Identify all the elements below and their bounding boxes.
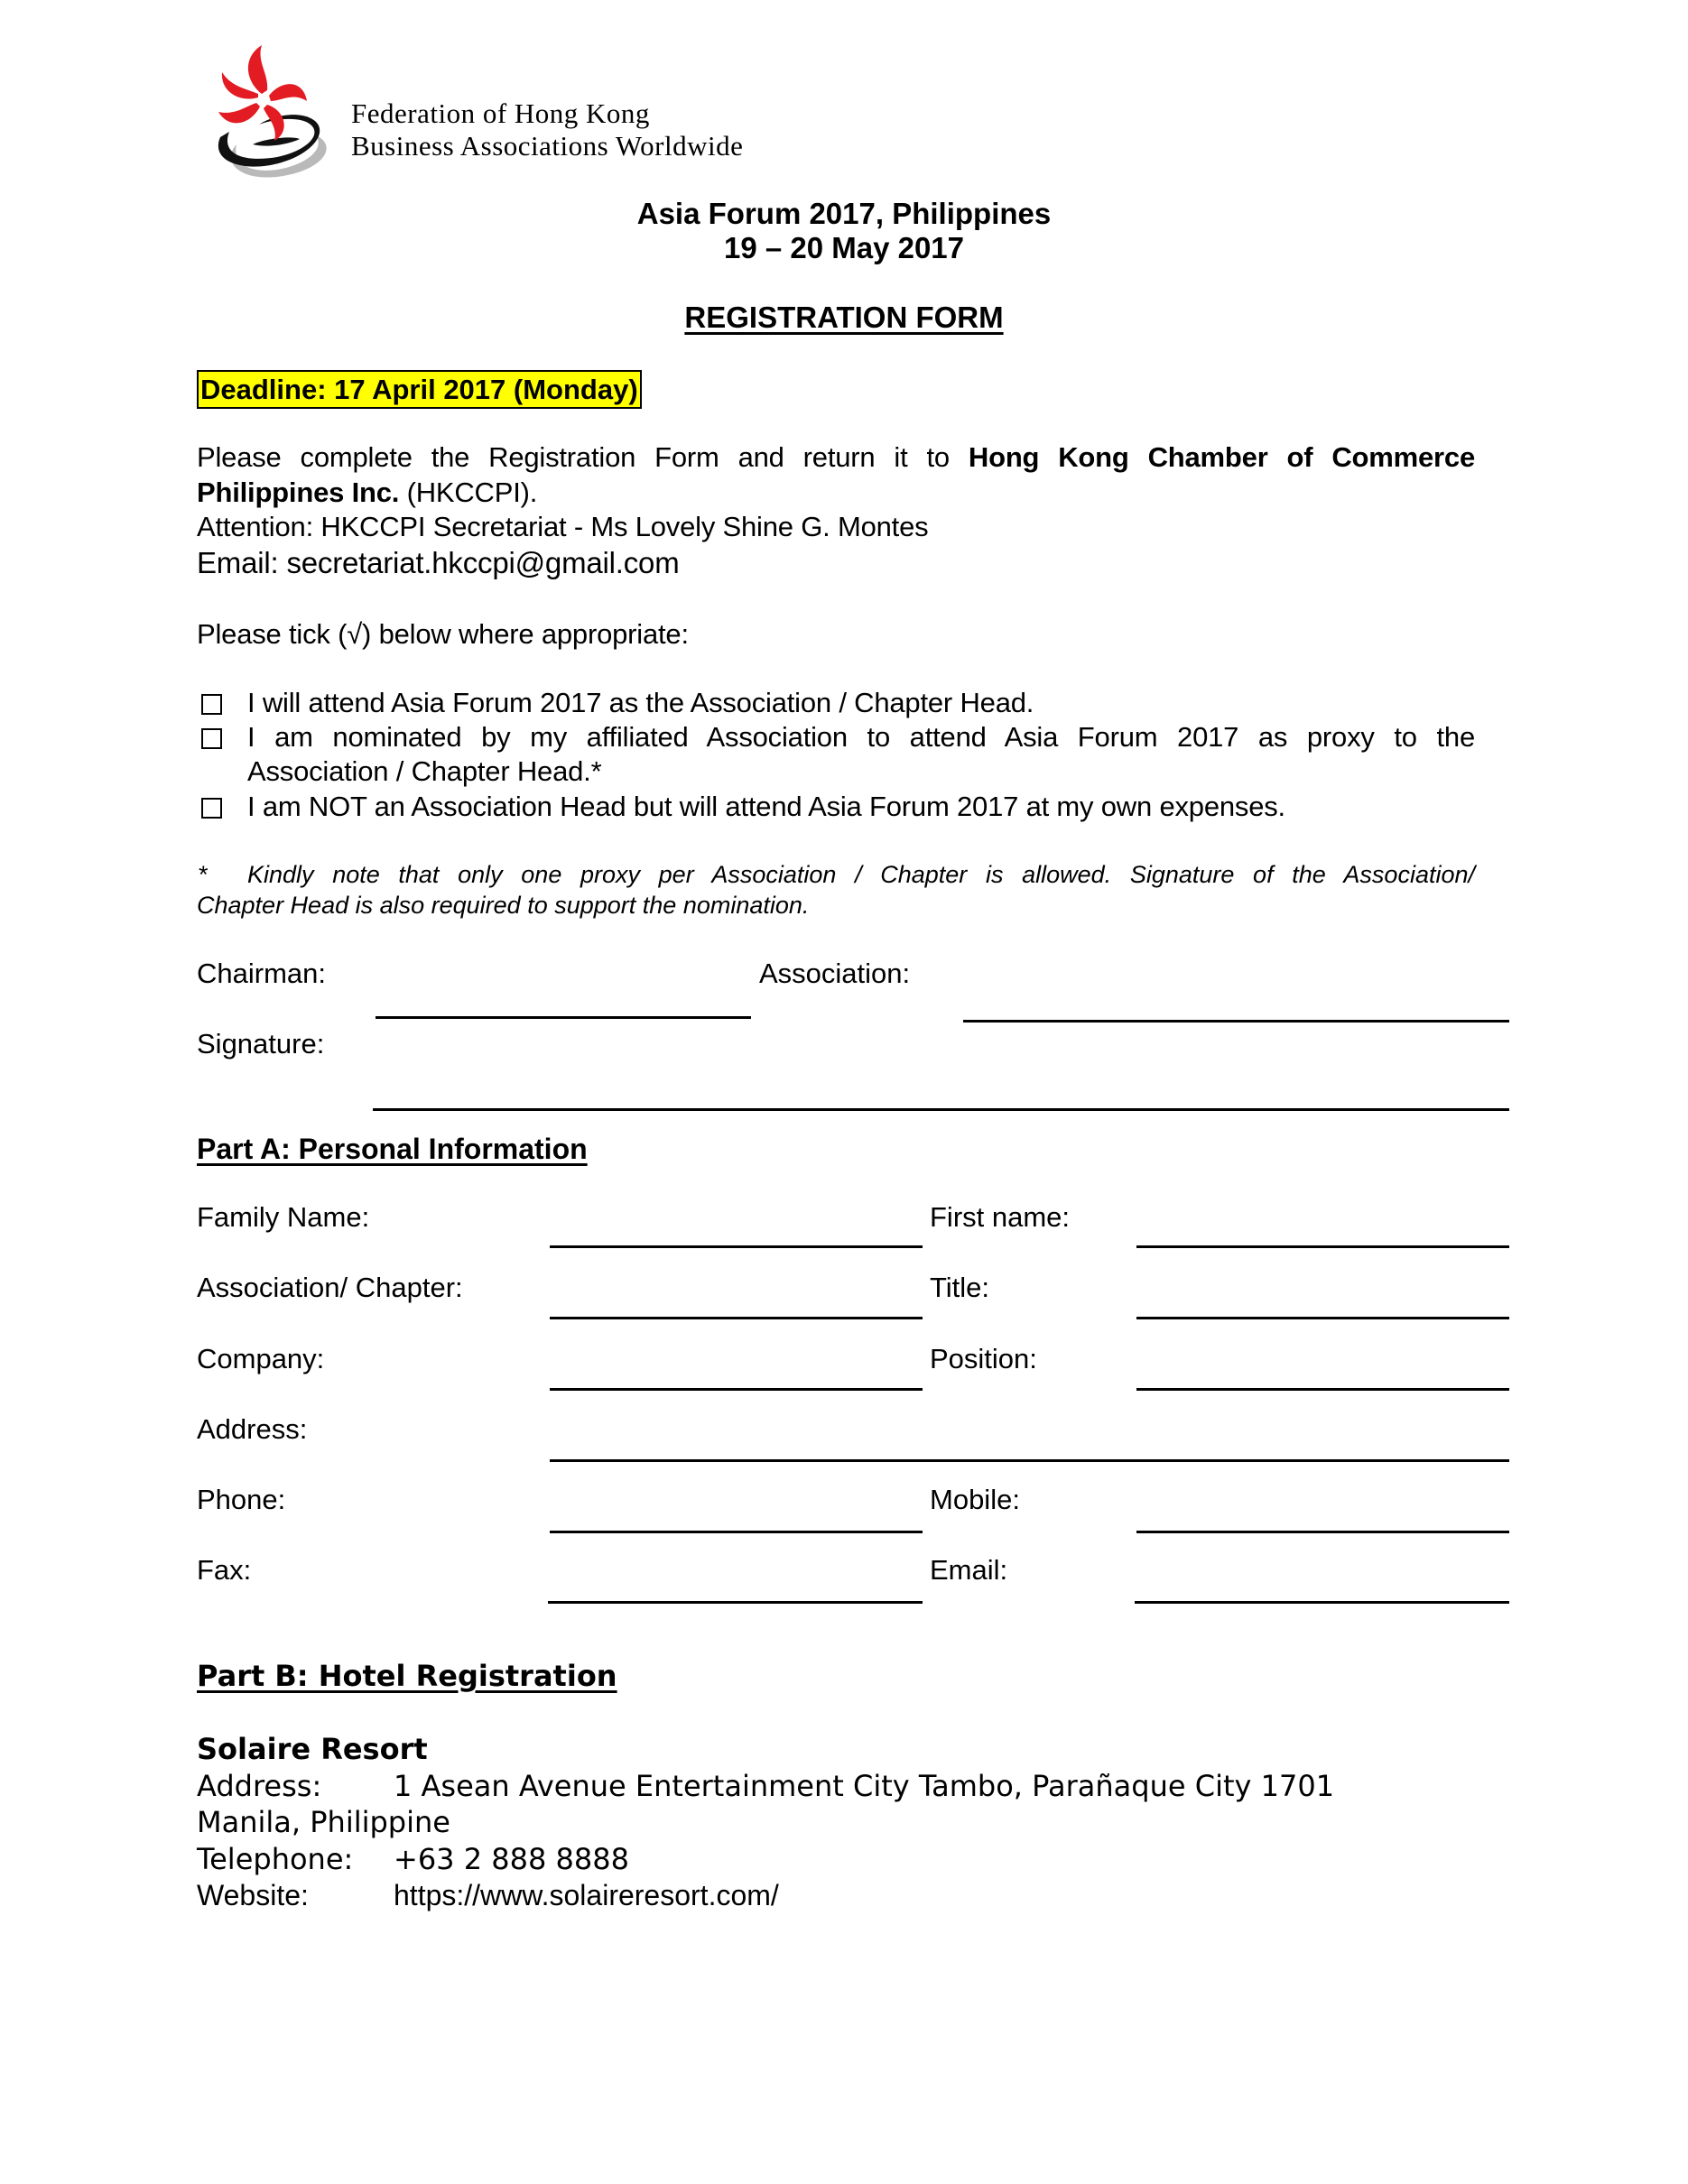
email-address[interactable]: secretariat.hkccpi@gmail.com <box>286 546 680 579</box>
signature-label: Signature: <box>197 1028 325 1060</box>
intro-line1 <box>197 440 1475 475</box>
email-line <box>197 546 680 580</box>
mobile-label: Mobile: <box>930 1484 1020 1515</box>
family-name-label: Family Name: <box>197 1201 370 1233</box>
part-a-title: Part A: Personal Information <box>197 1133 588 1165</box>
association-chapter-input-line[interactable] <box>550 1317 923 1319</box>
title-label: Title: <box>930 1272 990 1303</box>
email-field-label: Email: <box>930 1554 1008 1586</box>
note-asterisk: * <box>199 861 209 888</box>
email-input-line[interactable] <box>1135 1601 1509 1604</box>
association-label: Association: <box>759 958 911 989</box>
org-name-line2: Business Associations Worldwide <box>351 130 744 162</box>
option-checkbox-proxy[interactable] <box>201 728 222 749</box>
hotel-address-line2: Manila, Philippine <box>197 1805 450 1839</box>
intro-line2 <box>197 476 537 510</box>
hotel-telephone-label: Telephone: <box>197 1842 354 1876</box>
hotel-name: Solaire Resort <box>197 1732 428 1766</box>
hotel-address-line1: 1 Asean Avenue Entertainment City Tambo, Parañaque City 1701 <box>394 1769 1335 1803</box>
position-input-line[interactable] <box>1136 1388 1509 1391</box>
deadline-highlight: Deadline: 17 April 2017 (Monday) <box>197 370 642 409</box>
email-label: Email: <box>197 546 287 579</box>
intro-org-name-cont: Philippines Inc. <box>197 477 400 508</box>
first-name-input-line[interactable] <box>1136 1245 1509 1248</box>
phone-input-line[interactable] <box>550 1531 923 1533</box>
part-b-title: Part B: Hotel Registration <box>197 1659 617 1693</box>
note-line2: Chapter Head is also required to support the nomination. <box>197 892 810 919</box>
chairman-label: Chairman: <box>197 958 326 989</box>
event-title: Asia Forum 2017, Philippines <box>636 197 1052 230</box>
association-chapter-label: Association/ Chapter: <box>197 1272 463 1303</box>
title-input-line[interactable] <box>1136 1317 1509 1319</box>
family-name-input-line[interactable] <box>550 1245 923 1248</box>
hotel-telephone: +63 2 888 8888 <box>394 1842 629 1876</box>
attention-line: Attention: HKCCPI Secretariat - Ms Lovely Shine G. Montes <box>197 511 929 542</box>
org-logo <box>209 38 336 187</box>
option-checkbox-head[interactable] <box>201 694 222 715</box>
event-dates: 19 – 20 May 2017 <box>723 231 965 264</box>
phone-label: Phone: <box>197 1484 286 1515</box>
intro-org-name: Hong Kong Chamber of Commerce <box>968 441 1475 473</box>
bauhinia-ring-icon <box>209 38 336 187</box>
signature-input-line[interactable] <box>373 1108 1509 1111</box>
note-line1: Kindly note that only one proxy per Association / Chapter is allowed. Signature of the Association/ <box>247 861 1475 888</box>
hotel-website-label: Website: <box>197 1879 309 1911</box>
option-checkbox-non-head[interactable] <box>201 798 222 819</box>
association-input-line[interactable] <box>963 1020 1509 1023</box>
hotel-website-link[interactable]: https://www.solaireresort.com/ <box>394 1879 779 1911</box>
mobile-input-line[interactable] <box>1136 1531 1509 1533</box>
company-input-line[interactable] <box>550 1388 923 1391</box>
tick-instruction: Please tick (√) below where appropriate: <box>197 618 689 650</box>
fax-input-line[interactable] <box>548 1601 923 1604</box>
address-label: Address: <box>197 1413 308 1445</box>
company-label: Company: <box>197 1343 325 1374</box>
option-label-non-head: I am NOT an Association Head but will attend Asia Forum 2017 at my own expenses. <box>247 791 1285 822</box>
address-input-line[interactable] <box>550 1459 1509 1462</box>
first-name-label: First name: <box>930 1201 1071 1233</box>
org-name-line1: Federation of Hong Kong <box>351 97 650 129</box>
option-label-proxy: I am nominated by my affiliated Association to attend Asia Forum 2017 as proxy to the <box>247 721 1475 753</box>
option-label-head: I will attend Asia Forum 2017 as the Association / Chapter Head. <box>247 687 1034 718</box>
fax-label: Fax: <box>197 1554 252 1586</box>
position-label: Position: <box>930 1343 1037 1374</box>
intro-org-abbrev: (HKCCPI). <box>399 477 538 508</box>
hotel-address-label: Address: <box>197 1769 322 1803</box>
option-label-proxy-cont: Association / Chapter Head.* <box>247 755 602 787</box>
chairman-input-line[interactable] <box>376 1016 751 1019</box>
form-title: REGISTRATION FORM <box>684 301 1004 334</box>
intro-text: Please complete the Registration Form and return it to <box>197 441 969 473</box>
